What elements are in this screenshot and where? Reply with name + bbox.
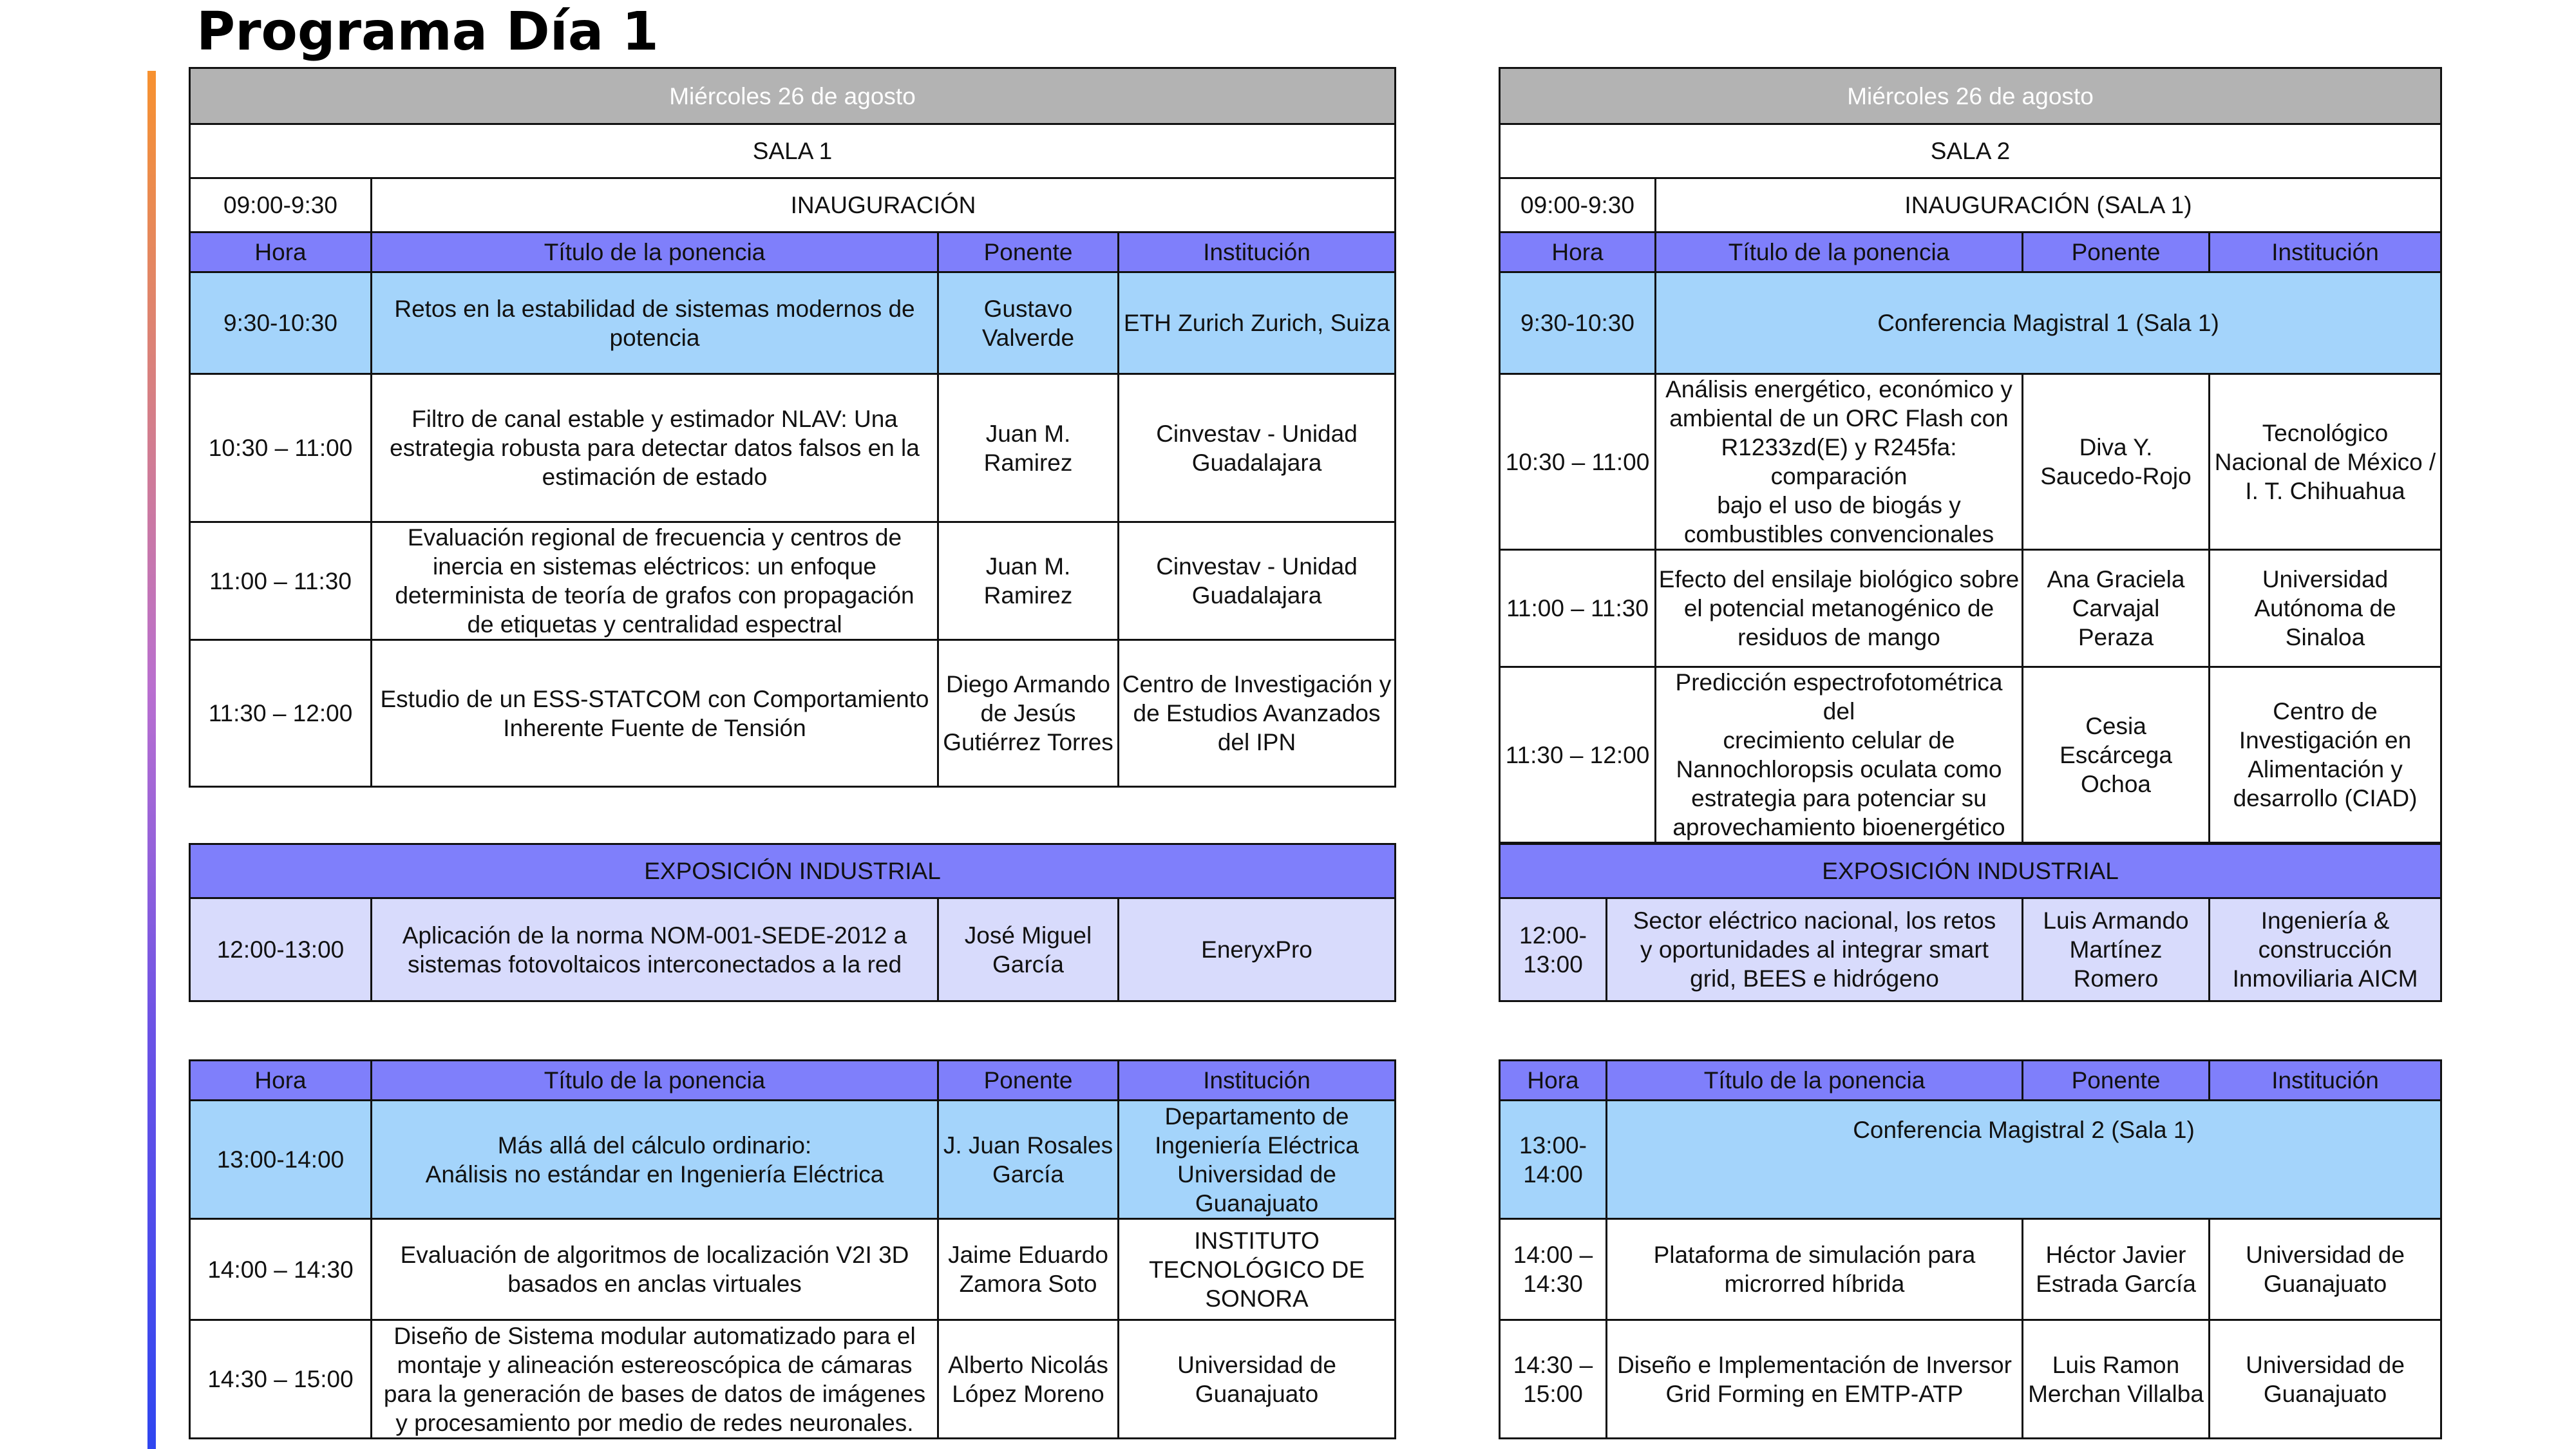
col-header-hora: Hora bbox=[1500, 232, 1656, 272]
session-speaker: Héctor Javier Estrada García bbox=[2023, 1219, 2210, 1320]
col-header-institucion: Institución bbox=[2210, 232, 2441, 272]
col-header-titulo: Título de la ponencia bbox=[1656, 232, 2023, 272]
col-header-hora: Hora bbox=[190, 232, 372, 272]
session-time: 13:00-14:00 bbox=[190, 1101, 372, 1219]
session-title: Evaluación de algoritmos de localización V2I 3D basados en anclas virtuales bbox=[372, 1219, 938, 1320]
table-row bbox=[1500, 1320, 2441, 1439]
session-speaker: Luis Armando Martínez Romero bbox=[2023, 898, 2210, 1001]
table-row bbox=[1500, 898, 2441, 1001]
session-time: 11:30 – 12:00 bbox=[1500, 667, 1656, 843]
session-speaker: Ana Graciela Carvajal Peraza bbox=[2023, 550, 2210, 667]
inaug-label: INAUGURACIÓN (SALA 1) bbox=[1656, 178, 2441, 232]
session-title: Análisis energético, económico y ambiental de un ORC Flash con R1233zd(E) y R245fa: comparación bajo el uso de biogás y combustibles convencionales bbox=[1656, 374, 2023, 550]
session-institution: Universidad de Guanajuato bbox=[1119, 1320, 1396, 1439]
session-time: 14:00 – 14:30 bbox=[1500, 1219, 1607, 1320]
session-institution: Centro de Investigación y de Estudios Avanzados del IPN bbox=[1119, 640, 1396, 787]
session-time: 11:00 – 11:30 bbox=[190, 522, 372, 640]
table-row bbox=[190, 1101, 1396, 1219]
col-header-institucion: Institución bbox=[2210, 1061, 2441, 1101]
session-speaker: Jaime Eduardo Zamora Soto bbox=[938, 1219, 1119, 1320]
table-row bbox=[190, 272, 1396, 374]
table-row bbox=[190, 640, 1396, 787]
page-title: Programa Día 1 bbox=[196, 1, 659, 62]
session-title: Diseño de Sistema modular automatizado para el montaje y alineación estereoscópica de cámaras para la generación de bases de datos de imágenes y procesamiento por medio de redes neuronales. bbox=[372, 1320, 938, 1439]
session-institution: Centro de Investigación en Alimentación y desarrollo (CIAD) bbox=[2210, 667, 2441, 843]
session-institution: Cinvestav - Unidad Guadalajara bbox=[1119, 522, 1396, 640]
session-time: 14:30 – 15:00 bbox=[1500, 1320, 1607, 1439]
table-row bbox=[190, 1320, 1396, 1439]
col-header-institucion: Institución bbox=[1119, 232, 1396, 272]
keynote-label: Conferencia Magistral 2 (Sala 1) bbox=[1607, 1101, 2441, 1219]
accent-bar bbox=[147, 71, 156, 1449]
table-row bbox=[190, 1219, 1396, 1320]
session-speaker: Gustavo Valverde bbox=[938, 272, 1119, 374]
session-time: 11:30 – 12:00 bbox=[190, 640, 372, 787]
col-header-hora: Hora bbox=[190, 1061, 372, 1101]
session-speaker: Alberto Nicolás López Moreno bbox=[938, 1320, 1119, 1439]
session-title: Evaluación regional de frecuencia y centros de inercia en sistemas eléctricos: un enfoque determinista de teoría de grafos con propagación de etiquetas y centralidad espectral bbox=[372, 522, 938, 640]
session-speaker: J. Juan Rosales García bbox=[938, 1101, 1119, 1219]
session-speaker: Cesia Escárcega Ochoa bbox=[2023, 667, 2210, 843]
session-title: Aplicación de la norma NOM-001-SEDE-2012 a sistemas fotovoltaicos interconectados a la red bbox=[372, 898, 938, 1001]
session-speaker: Juan M. Ramirez bbox=[938, 522, 1119, 640]
keynote-time: 9:30-10:30 bbox=[1500, 272, 1656, 374]
room-label: SALA 1 bbox=[190, 124, 1396, 178]
session-time: 14:30 – 15:00 bbox=[190, 1320, 372, 1439]
session-title: Efecto del ensilaje biológico sobre el potencial metanogénico de residuos de mango bbox=[1656, 550, 2023, 667]
inaug-time: 09:00-9:30 bbox=[190, 178, 372, 232]
session-institution: Ingeniería & construcción Inmoviliaria AICM bbox=[2210, 898, 2441, 1001]
col-header-ponente: Ponente bbox=[2023, 1061, 2210, 1101]
col-header-titulo: Título de la ponencia bbox=[372, 232, 938, 272]
session-institution: Universidad de Guanajuato bbox=[2210, 1320, 2441, 1439]
table-row bbox=[190, 374, 1396, 522]
session-title: Sector eléctrico nacional, los retos y oportunidades al integrar smart grid, BEES e hidrógeno bbox=[1607, 898, 2023, 1001]
afternoon-table-right bbox=[1499, 1059, 2442, 1439]
sala1-table bbox=[189, 67, 1396, 788]
session-institution: Universidad de Guanajuato bbox=[2210, 1219, 2441, 1320]
session-institution: INSTITUTO TECNOLÓGICO DE SONORA bbox=[1119, 1219, 1396, 1320]
table-row bbox=[190, 522, 1396, 640]
table-row bbox=[190, 898, 1396, 1001]
session-title: Plataforma de simulación para microrred híbrida bbox=[1607, 1219, 2023, 1320]
day-header: Miércoles 26 de agosto bbox=[1500, 68, 2441, 124]
session-title: Retos en la estabilidad de sistemas modernos de potencia bbox=[372, 272, 938, 374]
col-header-ponente: Ponente bbox=[938, 1061, 1119, 1101]
col-header-institucion: Institución bbox=[1119, 1061, 1396, 1101]
expo-table-left bbox=[189, 843, 1396, 1002]
session-time: 12:00-13:00 bbox=[190, 898, 372, 1001]
session-time: 10:30 – 11:00 bbox=[1500, 374, 1656, 550]
session-time: 14:00 – 14:30 bbox=[190, 1219, 372, 1320]
keynote-label: Conferencia Magistral 1 (Sala 1) bbox=[1656, 272, 2441, 374]
col-header-titulo: Título de la ponencia bbox=[372, 1061, 938, 1101]
col-header-ponente: Ponente bbox=[2023, 232, 2210, 272]
day-header: Miércoles 26 de agosto bbox=[190, 68, 1396, 124]
expo-label: EXPOSICIÓN INDUSTRIAL bbox=[190, 844, 1396, 898]
expo-table-right bbox=[1499, 843, 2442, 1002]
table-row bbox=[1500, 1101, 2441, 1219]
session-institution: Tecnológico Nacional de México / I. T. Chihuahua bbox=[2210, 374, 2441, 550]
col-header-titulo: Título de la ponencia bbox=[1607, 1061, 2023, 1101]
inaug-label: INAUGURACIÓN bbox=[372, 178, 1396, 232]
afternoon-table-left bbox=[189, 1059, 1396, 1439]
inaug-time: 09:00-9:30 bbox=[1500, 178, 1656, 232]
session-title: Filtro de canal estable y estimador NLAV: Una estrategia robusta para detectar datos falsos en la estimación de estado bbox=[372, 374, 938, 522]
table-row bbox=[1500, 667, 2441, 843]
session-speaker: Juan M. Ramirez bbox=[938, 374, 1119, 522]
keynote-time: 13:00- 14:00 bbox=[1500, 1101, 1607, 1219]
session-speaker: Diego Armando de Jesús Gutiérrez Torres bbox=[938, 640, 1119, 787]
session-institution: ETH Zurich Zurich, Suiza bbox=[1119, 272, 1396, 374]
session-speaker: Diva Y. Saucedo-Rojo bbox=[2023, 374, 2210, 550]
col-header-ponente: Ponente bbox=[938, 232, 1119, 272]
expo-label: EXPOSICIÓN INDUSTRIAL bbox=[1500, 844, 2441, 898]
session-title: Predicción espectrofotométrica del crecimiento celular de Nannochloropsis oculata como estrategia para potenciar su aprovechamiento bioenergético bbox=[1656, 667, 2023, 843]
session-time: 10:30 – 11:00 bbox=[190, 374, 372, 522]
session-institution: EneryxPro bbox=[1119, 898, 1396, 1001]
session-title: Más allá del cálculo ordinario: Análisis no estándar en Ingeniería Eléctrica bbox=[372, 1101, 938, 1219]
session-time: 12:00- 13:00 bbox=[1500, 898, 1607, 1001]
session-title: Diseño e Implementación de Inversor Grid Forming en EMTP-ATP bbox=[1607, 1320, 2023, 1439]
table-row bbox=[1500, 1219, 2441, 1320]
session-institution: Universidad Autónoma de Sinaloa bbox=[2210, 550, 2441, 667]
table-row bbox=[1500, 550, 2441, 667]
room-label: SALA 2 bbox=[1500, 124, 2441, 178]
session-time: 9:30-10:30 bbox=[190, 272, 372, 374]
table-row bbox=[1500, 374, 2441, 550]
col-header-hora: Hora bbox=[1500, 1061, 1607, 1101]
table-row bbox=[1500, 272, 2441, 374]
session-institution: Cinvestav - Unidad Guadalajara bbox=[1119, 374, 1396, 522]
sala2-table bbox=[1499, 67, 2442, 844]
session-speaker: José Miguel García bbox=[938, 898, 1119, 1001]
session-time: 11:00 – 11:30 bbox=[1500, 550, 1656, 667]
session-speaker: Luis Ramon Merchan Villalba bbox=[2023, 1320, 2210, 1439]
session-institution: Departamento de Ingeniería Eléctrica Universidad de Guanajuato bbox=[1119, 1101, 1396, 1219]
session-title: Estudio de un ESS-STATCOM con Comportamiento Inherente Fuente de Tensión bbox=[372, 640, 938, 787]
